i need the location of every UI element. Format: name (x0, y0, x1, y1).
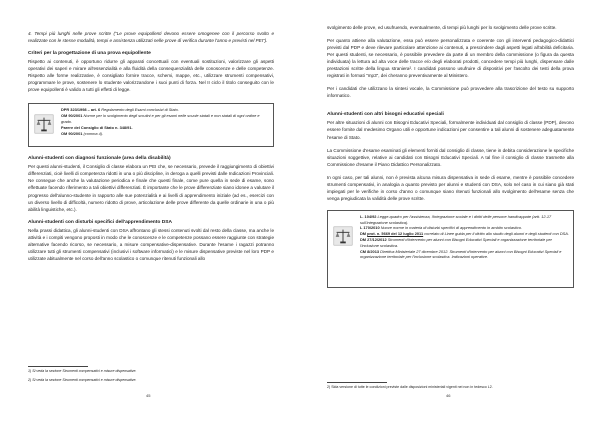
intro-paragraph: 4. Tempi più lunghi nelle prove scritte ("Le prove equipollenti devono essere omogenee con il percorso svolto e realizzate con le stesse modalità, tempi e assistenza utilizzati nelle prove di verifica durante l'anno e previsti nel PEI"). (28, 31, 274, 44)
continuation-paragraph: svolgimento delle prove, ed usufruendo, eventualmente, di tempi più lunghi per lo svolgimento delle prove scritte. (327, 25, 557, 30)
dsa-paragraph: Nella prassi didattica, gli alunni-studenti con DSA affrontano gli stessi contenuti svolti dal resto della classe, ma anche le attività e i compiti vengono proposti in modo che le conoscenze e le competenze possano essere raggiunte con strategie alternative facendo ricorso, se necessario, a misure compensative-dispensative. Durante l'esame i ragazzi potranno utilizzare tutti gli strumenti compensativi (inclusivi i software informatici) e le misure dispensative previste nel loro PDP e utilizzate abitualmente nel corso dell'anno scolastico o comunque ritenuti funzionali allo (28, 227, 274, 261)
left-column (28, 30, 274, 268)
dva-paragraph: Per questi alunni-studenti, il Consiglio di classe elabora un PEI che, se necessario, prevede il raggiungimento di obiettivi differenziati, cioè livelli di competenza ridotti in una o più discipline, in deroga a quelli previsti dalle Indicazioni Provinciali. Ne consegue che anche la valutazione periodica e finale che questi finale, come pure quella in sede di esame, sono effettuate facendo riferimento a tali obiettivi differenziati. È importante che le prove differenziate siano idonee a valutare il progresso dell'alunno-studente in rapporto alle sue potenzialità e ai livelli di apprendimento iniziale (ad es., esercizi con un diverso livello di difficoltà, numero ridotto di prove, articolazione delle prove differente da quelle ordinarie in una o più abilità linguistiche, etc.). (28, 164, 274, 212)
ref-l-170: L 170/2010 (360, 225, 380, 231)
footnote-2: 2) Si veda la sezione Strumenti compensativi e misure dispensative. (28, 378, 137, 382)
footnote-rule (327, 382, 387, 383)
ref-l-104-desc: Legge-quadro per l'assistenza, l'integrazione sociale e i diritti delle persone handicappate (artt. 12-17 sull'integrazione scolastica). (360, 213, 552, 225)
ref-dpr-323-desc: Regolamento degli Esami conclusivi di Stato. (100, 107, 179, 113)
sintesi-vocale-paragraph: Per i candidati che utilizzano la sintesi vocale, la Commissione può provvedere alla trascrizione del testo su supporto informatico. (327, 86, 574, 99)
footnote: 2) Sida versione di tutte le condizioni previste dalle disposizioni ministeriali vigenti nei non in tedesco L2. (327, 385, 493, 389)
ref-cm-8-2013-desc: Direttiva Ministeriale 27 dicembre 2012. Strumenti d'intervento per alunni con Bisogni Educativi Speciali e organizzazione territoriale per l'inclusione scolastica. Indicazioni operative. (360, 248, 562, 260)
ref-dm-5669-link[interactable]: prot. n. 5669 del 12 luglio 2011 (367, 231, 424, 237)
ref-dm-27-12-2012-desc: Strumenti d'intervento per alunni con Bisogni Educativi Speciali e organizzazione territoriale per l'inclusione scolastica. (360, 237, 552, 248)
dva-heading: Alunni-studenti con diagnosi funzionale (area della disabilità) (28, 156, 171, 162)
ref-dm-5669-desc: correlato di Linee guida per il diritto allo studio degli alunni e degli studenti con DSA. (423, 231, 569, 237)
right-column (327, 24, 574, 288)
ref-om-90-comma: OM 90/2001 (61, 130, 83, 136)
criteri-paragraph: Rispetto ai contenuti, è opportuno ridurre gli apparati concettuali con eventuali sostituzioni, valorizzare gli aspetti operativi dei saperi e mirare all'essenzialità e alla fluidità della consequenzialità delle conoscenze e delle competenze. Rispetto alle forme realizzative, è consigliato fornire tracce, schemi, mappe, etc., utilizzare strumenti compensativi, programmare le prove, sostenere lo studente valorizzandone i suoi punti di forza. Nel II ciclo il titolo conseguito con le prove equipollenti è valido a tutti gli effetti di legge. (28, 59, 274, 93)
legal-reference-box-2 (327, 210, 574, 288)
ref-om-90: OM 90/2001 (61, 113, 83, 119)
scales-of-justice-icon (33, 113, 55, 135)
legal-reference-box (28, 103, 274, 147)
ref-om-90-comma-desc: (comma 4). (82, 130, 104, 136)
bes-paragraph-2: La Commissione d'esame esaminati gli elementi forniti dal consiglio di classe, tiene in debita considerazione le specifiche situazioni soggettive, relative ai candidati con Bisogni Educativi Speciali. A tal fine il consiglio di classe trasmette alla Commissione d'esame il Piano Didattico Personalizzato. (327, 147, 574, 167)
footnote-rule (28, 366, 88, 367)
ref-cm-8-2013: CM 8/2013 (360, 248, 380, 254)
ref-l-104: L. 104/92 (360, 213, 377, 219)
valutazione-paragraph: Per quanto attiene alla valutazione, essa può essere personalizzata e coerente con gli interventi pedagogico-didattici previsti dal PDP e deve rilevare particolare attenzione ai contenuti, a prescindere dagli aspetti legati all'abilità deficitaria. Per questi studenti, se necessario, è possibile prevedere da parte di un membro della commissione (o figura da questa individuata) la lettura ad alta voce delle tracce e/o degli elaborati prodotti, concedere tempi più lunghi, dispensare dalle prestazioni scritte della lingua straniera². I candidati possono usufruire di dispositivi per l'ascolto dei testi della prova registrati in formati "mp3", dei cheranno preventivamente al Ministero. (327, 38, 574, 79)
ref-om-90-desc: Norme per lo svolgimento degli scrutini e per gli esami nelle scuole statali e non statali di ogni ordine e grado. (61, 113, 260, 124)
bes-paragraph-3: In ogni caso, per tali alunni, non è prevista alcuna misura dispensativa in sede di esame, mentre è possibile concedere strumenti compensativi, in analogia a quanto previsto per alunni e studenti con DSA, solo nel caso in cui siano già stati impiegati per le verifiche in corso d'anno o comunque siano ritenuti funzionali allo svolgimento dell'esame senza che venga pregiudicata la validità delle prove scritte. (327, 174, 574, 201)
bes-heading: Alunni-studenti con altri bisogni educativi speciali (327, 112, 444, 118)
dsa-heading: Alunni-studenti con disturbi specifici dell'apprendimento DSA (28, 219, 173, 225)
page-number: 46 (446, 393, 451, 398)
page-number: 45 (146, 393, 151, 398)
scales-of-justice-icon (332, 225, 354, 247)
right-page (300, 0, 600, 424)
footnote-1: 1) Si veda la sezione Strumenti compensativi e misure dispensative. (28, 369, 137, 373)
ref-dm-prefix: DM (360, 231, 368, 237)
ref-dm-27-12-2012: DM 27/12/2012 (360, 237, 387, 243)
criteri-heading: Criteri per la progettazione di una prova equipollente (28, 51, 151, 57)
ref-consiglio-stato: Parere del Consiglio di Stato n. 348/91. (61, 124, 133, 130)
ref-dpr-323: DPR 323/1998 – art. 6 (61, 107, 101, 113)
bes-paragraph-1: Per altre situazioni di alunni con Bisogni Educativi Speciali, formalmente individuati dal consiglio di classe (PDP), devono essere fornite dal medesimo Organo utili e opportune indicazioni per consentire a tali alunni di sostenere adeguatamente l'esame di Stato. (327, 120, 574, 140)
ref-l-170-desc: Nuove norme in materia di disturbi specifici di apprendimento in ambito scolastico. (379, 225, 523, 231)
